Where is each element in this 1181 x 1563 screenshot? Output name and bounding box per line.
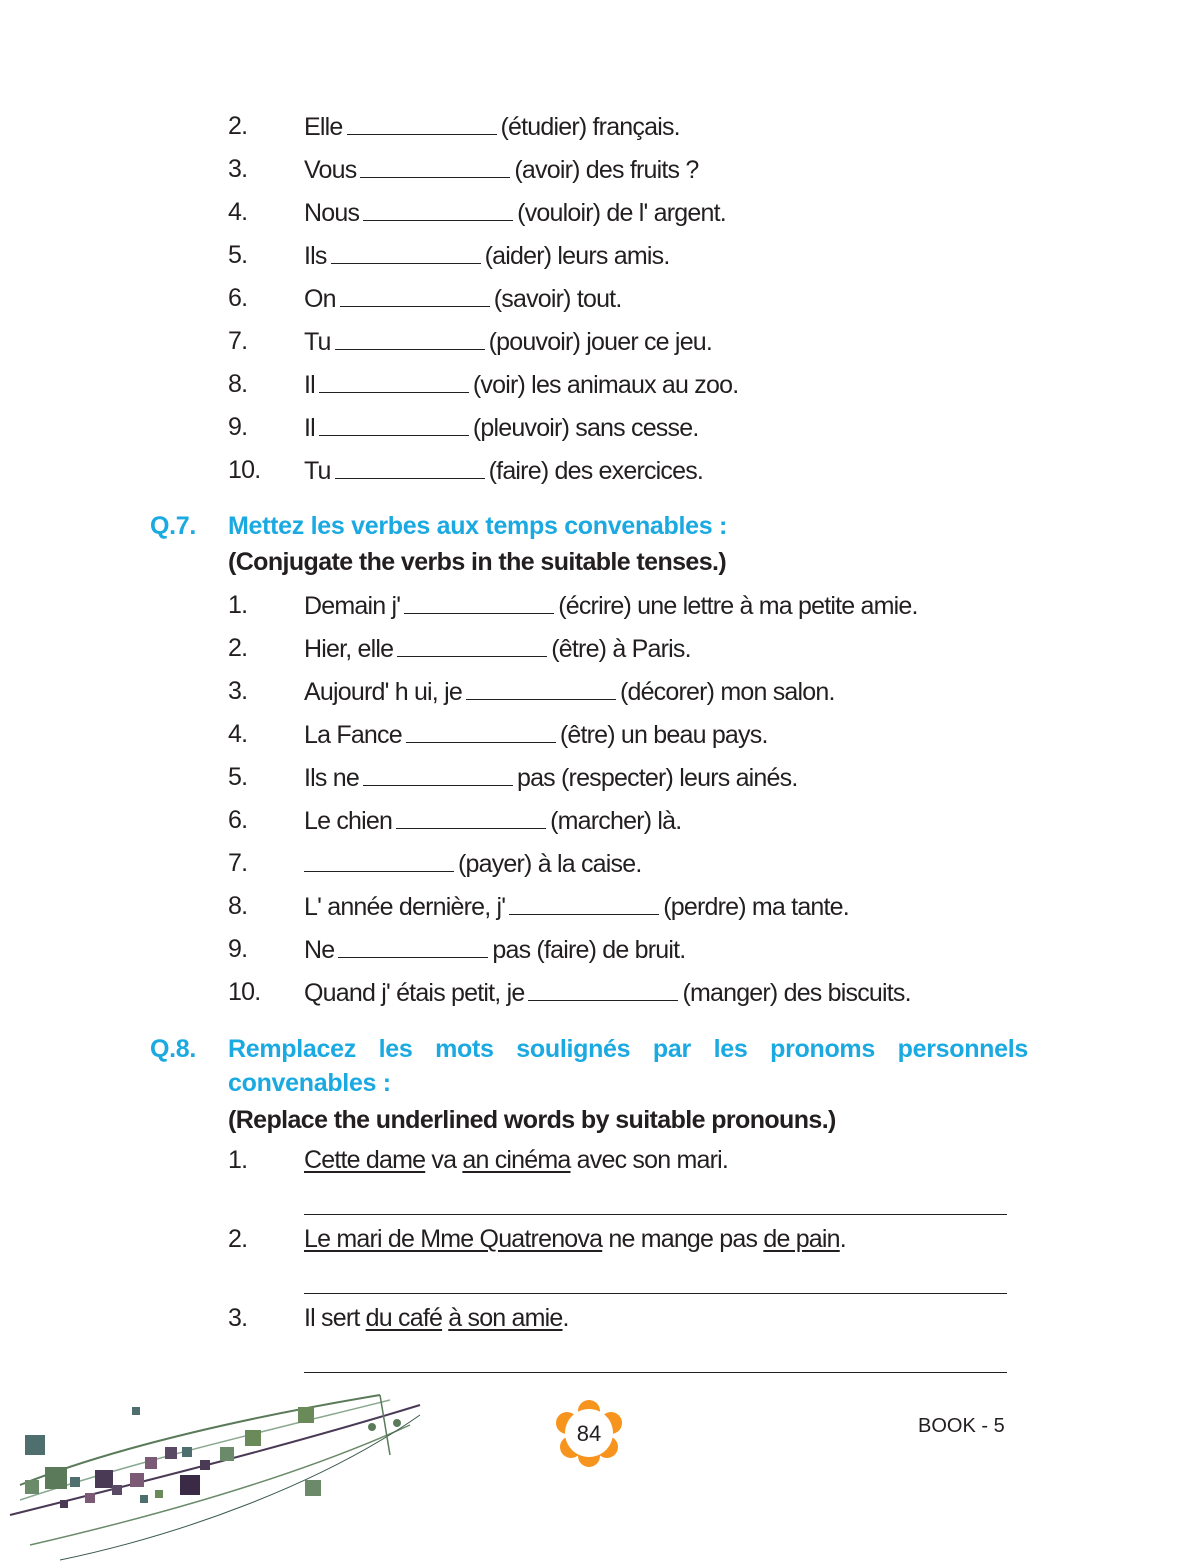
item-text: ne mange pas	[602, 1225, 764, 1253]
item-text-before: Ils ne	[304, 764, 359, 792]
fill-blank[interactable]	[509, 892, 659, 915]
item-number: 10.	[228, 978, 261, 1006]
question-subtitle: (Replace the underlined words by suitable pronouns.)	[228, 1106, 836, 1134]
item-text-before: Quand j' étais petit, je	[304, 979, 525, 1007]
item-number: 6.	[228, 806, 248, 834]
fill-blank[interactable]	[335, 456, 485, 479]
item-number: 1.	[228, 1146, 248, 1174]
item-text-after: (être) un beau pays.	[559, 721, 768, 749]
fill-blank[interactable]	[340, 284, 490, 307]
item-text-before: Demain j'	[304, 592, 401, 620]
question-title: Mettez les verbes aux temps convenables :	[228, 512, 728, 540]
item-number: 3.	[228, 1304, 248, 1332]
item-text-before: Le chien	[304, 807, 393, 835]
item-text: va	[425, 1146, 463, 1174]
item-number: 6.	[228, 284, 248, 312]
item-text: .	[562, 1304, 569, 1332]
item-text-before: Ils	[304, 242, 327, 270]
decorative-vine-art	[0, 1385, 440, 1563]
answer-line[interactable]	[304, 1372, 1007, 1373]
item-number: 8.	[228, 892, 248, 920]
page-number-flower-icon	[553, 1399, 625, 1467]
fill-blank[interactable]	[363, 198, 513, 221]
book-label: BOOK - 5	[918, 1415, 1005, 1437]
fill-blank[interactable]	[319, 370, 469, 393]
underlined-words: Cette dame	[304, 1146, 426, 1174]
fill-blank[interactable]	[319, 413, 469, 436]
item-number: 3.	[228, 155, 248, 183]
item-text-after: (payer) à la caise.	[458, 850, 642, 878]
item-text-after: (marcher) là.	[550, 807, 682, 835]
item-number: 2.	[228, 112, 248, 140]
item-text: Il sert	[304, 1304, 366, 1332]
item-number: 4.	[228, 198, 248, 226]
fill-blank[interactable]	[304, 849, 454, 872]
item-text-after: (décorer) mon salon.	[619, 678, 835, 706]
item-text-after: (pleuvoir) sans cesse.	[472, 414, 699, 442]
fill-blank[interactable]	[397, 634, 547, 657]
item-text-after: (aider) leurs amis.	[484, 242, 670, 270]
item-text-after: (faire) des exercices.	[488, 457, 704, 485]
item-text-after: (vouloir) de l' argent.	[517, 199, 726, 227]
answer-line[interactable]	[304, 1293, 1007, 1294]
item-text-after: pas (respecter) leurs ainés.	[516, 764, 798, 792]
item-text-before: Ne	[304, 936, 335, 964]
item-number: 1.	[228, 591, 248, 619]
item-number: 9.	[228, 413, 248, 441]
item-number: 8.	[228, 370, 248, 398]
item-text: avec son mari.	[570, 1146, 729, 1174]
item-number: 2.	[228, 1225, 248, 1253]
fill-blank[interactable]	[396, 806, 546, 829]
question-title-line2: convenables :	[228, 1069, 391, 1097]
item-text-before: Tu	[304, 457, 331, 485]
item-number: 5.	[228, 763, 248, 791]
item-text-before: Tu	[304, 328, 331, 356]
item-text-before: Il	[304, 414, 315, 442]
item-text: .	[839, 1225, 846, 1253]
question-title-line1: Remplacez les mots soulignés par les pronoms personnels	[228, 1035, 1028, 1063]
fill-blank[interactable]	[466, 677, 616, 700]
item-text-before: On	[304, 285, 336, 313]
fill-blank[interactable]	[363, 763, 513, 786]
fill-blank[interactable]	[360, 155, 510, 178]
underlined-words: an cinéma	[462, 1146, 571, 1174]
fill-blank[interactable]	[528, 978, 678, 1001]
item-number: 4.	[228, 720, 248, 748]
item-text-after: (avoir) des fruits ?	[514, 156, 699, 184]
answer-line[interactable]	[304, 1214, 1007, 1215]
item-text-after: (manger) des biscuits.	[682, 979, 911, 1007]
item-number: 2.	[228, 634, 248, 662]
item-text-after: (pouvoir) jouer ce jeu.	[488, 328, 713, 356]
item-text-before: Elle	[304, 113, 343, 141]
fill-blank[interactable]	[331, 241, 481, 264]
underlined-words: de pain	[763, 1225, 840, 1253]
underlined-words: à son amie	[448, 1304, 563, 1332]
item-text-after: (écrire) une lettre à ma petite amie.	[558, 592, 918, 620]
fill-blank[interactable]	[335, 327, 485, 350]
question-label: Q.7.	[150, 512, 197, 540]
item-number: 5.	[228, 241, 248, 269]
question-label: Q.8.	[150, 1035, 197, 1063]
item-text-after: (perdre) ma tante.	[663, 893, 849, 921]
fill-blank[interactable]	[347, 112, 497, 135]
underlined-words: Le mari de Mme Quatrenova	[304, 1225, 603, 1253]
item-text-after: pas (faire) de bruit.	[492, 936, 686, 964]
fill-blank[interactable]	[338, 935, 488, 958]
item-text-after: (voir) les animaux au zoo.	[472, 371, 739, 399]
fill-blank[interactable]	[406, 720, 556, 743]
question-subtitle: (Conjugate the verbs in the suitable tenses.)	[228, 548, 727, 576]
item-text-after: (être) à Paris.	[551, 635, 691, 663]
item-number: 9.	[228, 935, 248, 963]
page-number: 84	[576, 1421, 602, 1446]
underlined-words: du café	[365, 1304, 443, 1332]
item-number: 10.	[228, 456, 261, 484]
item-text-before: Aujourd' h ui, je	[304, 678, 462, 706]
item-text-before: Nous	[304, 199, 360, 227]
item-text-before: Vous	[304, 156, 357, 184]
item-text-before: Hier, elle	[304, 635, 394, 663]
item-text-before: La Fance	[304, 721, 402, 749]
fill-blank[interactable]	[404, 591, 554, 614]
item-text-before: L' année dernière, j'	[304, 893, 506, 921]
item-text-after: (étudier) français.	[500, 113, 680, 141]
item-number: 3.	[228, 677, 248, 705]
item-number: 7.	[228, 849, 248, 877]
item-text-after: (savoir) tout.	[493, 285, 622, 313]
item-text-before: Il	[304, 371, 315, 399]
item-number: 7.	[228, 327, 248, 355]
